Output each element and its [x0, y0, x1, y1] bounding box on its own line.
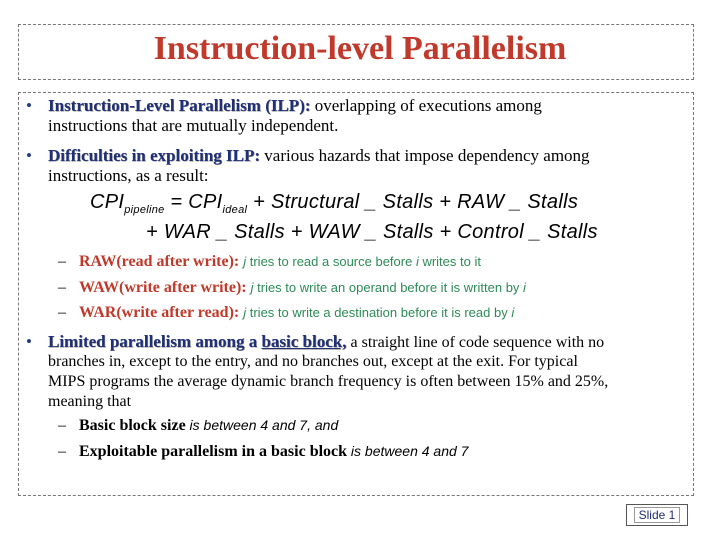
hazard-raw-desc2: writes to it	[418, 254, 481, 269]
basic-block-size	[79, 417, 338, 435]
exploitable-parallelism-value: is between 4 and 7	[347, 443, 469, 459]
exploitable-parallelism-label: Exploitable parallelism in a basic block	[79, 443, 348, 460]
bullet-limited-line3: meaning that	[48, 393, 132, 410]
basic-block-size-value: is between 4 and 7, and	[185, 417, 339, 433]
hazard-raw-label: RAW(read after write):	[79, 253, 240, 270]
dash-marker: –	[58, 417, 66, 434]
exploitable-parallelism	[79, 443, 468, 461]
dash-marker: –	[58, 304, 66, 321]
hazard-war-i: i	[511, 305, 515, 320]
formula-terms-1: + Structural _ Stalls + RAW _ Stalls	[247, 191, 579, 213]
hazard-waw-label: WAW(write after write):	[79, 279, 247, 296]
bullet-limited-line2: MIPS programs the average dynamic branch frequency is often between 15% and 25%,	[48, 373, 609, 390]
slide-number: Slide 1	[634, 507, 681, 523]
hazard-raw-i: i	[415, 254, 419, 269]
bullet-difficulties-text2: instructions, as a result:	[48, 166, 209, 185]
formula-cpi: CPI	[90, 191, 125, 213]
formula-cpi-ideal: = CPI	[164, 191, 223, 213]
bullet-difficulties-text: various hazards that impose dependency among	[260, 146, 590, 165]
bullet-limited-term: Limited parallelism among a	[48, 332, 262, 351]
bullet-limited-body	[48, 352, 688, 412]
hazard-waw-j: j	[250, 280, 254, 295]
slide-number-box	[626, 504, 688, 526]
bullet-ilp	[48, 96, 688, 136]
basic-block-size-label: Basic block size	[79, 417, 186, 434]
dash-marker: –	[58, 443, 66, 460]
hazard-war-label: WAR(write after read):	[79, 304, 240, 321]
bullet-limited-text: a straight line of code sequence with no	[346, 334, 605, 351]
bullet-marker: •	[26, 146, 32, 165]
hazard-war-j: j	[243, 305, 247, 320]
hazard-raw-desc1: tries to read a source before	[246, 254, 416, 269]
hazard-waw-desc1: tries to write an operand before it is written by	[253, 280, 524, 295]
bullet-marker: •	[26, 332, 32, 351]
formula-ideal-sub: ideal	[222, 204, 248, 216]
bullet-limited-parallelism	[48, 332, 688, 353]
hazard-raw-j: j	[243, 254, 247, 269]
bullet-ilp-text2: instructions that are mutually independent.	[48, 116, 339, 135]
cpi-formula-line1	[90, 191, 578, 216]
cpi-formula-line2: + WAR _ Stalls + WAW _ Stalls + Control _ Stalls	[146, 221, 598, 243]
formula-pipeline-sub: pipeline	[124, 204, 165, 216]
bullet-marker: •	[26, 96, 32, 115]
bullet-difficulties	[48, 146, 688, 186]
slide-title: Instruction-level Parallelism	[153, 30, 567, 67]
hazard-war	[79, 304, 514, 322]
dash-marker: –	[58, 253, 66, 270]
bullet-difficulties-term: Difficulties in exploiting ILP:	[48, 146, 261, 165]
dash-marker: –	[58, 279, 66, 296]
bullet-ilp-text: overlapping of executions among	[310, 96, 542, 115]
bullet-basic-block-term: basic block,	[261, 332, 347, 351]
hazard-waw	[79, 279, 526, 297]
hazard-war-desc1: tries to write a destination before it is read by	[246, 305, 512, 320]
hazard-raw	[79, 253, 481, 271]
bullet-ilp-term: Instruction-Level Parallelism (ILP):	[48, 96, 311, 115]
bullet-limited-line1: branches in, except to the entry, and no branches out, except at the exit. For typical	[48, 353, 578, 370]
hazard-waw-i: i	[523, 280, 526, 295]
